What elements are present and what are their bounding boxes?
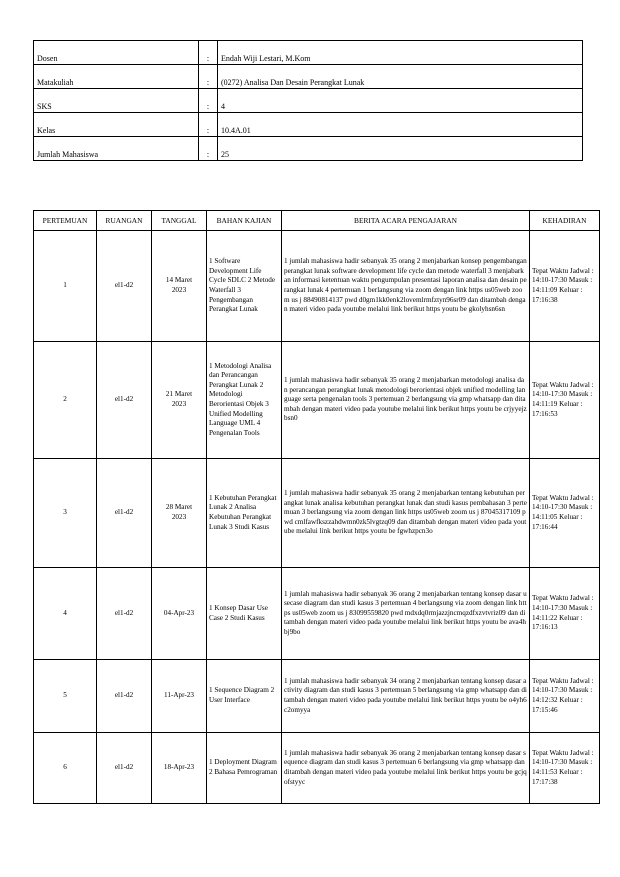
cell-ruangan: el1-d2 [97, 733, 152, 804]
cell-berita-acara: 1 jumlah mahasiswa hadir sebanyak 34 orang 2 menjabarkan tentang konsep dasar activity diagram dan studi kasus 3 pertemuan 5 berlangsung via gmp whatsapp dan ditambah dengan materi video pada youtube melalui link berikut https youtu be o4yh6c2omyya [282, 660, 530, 733]
info-value: Endah Wiji Lestari, M.Kom [218, 41, 583, 65]
cell-pertemuan: 6 [34, 733, 97, 804]
info-row-sks [34, 89, 583, 113]
header-tanggal: TANGGAL [152, 211, 207, 231]
header-kehadiran: KEHADIRAN [530, 211, 600, 231]
info-label: Matakuliah [34, 65, 199, 89]
cell-berita-acara: 1 jumlah mahasiswa hadir sebanyak 35 orang 2 menjabarkan tentang kebutuhan perangkat lunak analisa kebutuhan perangkat lunak dan studi kasus pembahasan 3 pertemuan 3 berlangsung via zoom dengan link https us05web zoom us j 87045317109 pwd cmlfawfkszzahdwmn0zk5lvgtzq09 dan ditambah dengan materi video pada youtube melalui link berikut https youtu be fgwhzpcn3o [282, 459, 530, 568]
cell-berita-acara: 1 jumlah mahasiswa hadir sebanyak 36 orang 2 menjabarkan tentang konsep dasar sequence diagram dan studi kasus 3 pertemuan 6 berlangsung via gmp whatsapp dan ditambah dengan materi video pada youtube melalui link berikut https youtu be gcjqofstyyc [282, 733, 530, 804]
cell-ruangan: el1-d2 [97, 342, 152, 459]
table-header-row [34, 211, 600, 231]
header-pertemuan: PERTEMUAN [34, 211, 97, 231]
header-berita-acara: BERITA ACARA PENGAJARAN [282, 211, 530, 231]
info-label: SKS [34, 89, 199, 113]
info-separator: : [199, 41, 218, 65]
cell-pertemuan: 1 [34, 231, 97, 342]
info-label: Dosen [34, 41, 199, 65]
info-label: Kelas [34, 113, 199, 137]
info-separator: : [199, 113, 218, 137]
cell-kehadiran: Tepat Waktu Jadwal : 14:10-17:30 Masuk : 14:11:09 Keluar : 17:16:38 [530, 231, 600, 342]
cell-pertemuan: 4 [34, 568, 97, 660]
cell-bahan-kajian: 1 Metodologi Analisa dan Perancangan Perangkat Lunak 2 Metodologi Berorientasi Objek 3 Unified Modelling Language UML 4 Pengenalan Tools [207, 342, 282, 459]
cell-ruangan: el1-d2 [97, 568, 152, 660]
cell-kehadiran: Tepat Waktu Jadwal : 14:10-17:30 Masuk : 14:11:19 Keluar : 17:16:53 [530, 342, 600, 459]
cell-pertemuan: 3 [34, 459, 97, 568]
cell-tanggal: 11-Apr-23 [152, 660, 207, 733]
cell-berita-acara: 1 jumlah mahasiswa hadir sebanyak 35 orang 2 menjabarkan konsep pengembangan perangkat lunak software development life cycle dan metode waterfall 3 menjabarkan informasi ketentuan waktu pengumpulan presentasi laporan analisa dan desain perangkat lunak 4 pertemuan 1 berlangsung via zoom dengan link https us05web zoom us j 88490814137 pwd d0gm1kk0enk2lovemlrmfztyn96sr09 dan ditambah dengan materi video pada youtube melalui link berikut https youtu be gkolyhsn6sn [282, 231, 530, 342]
cell-pertemuan: 5 [34, 660, 97, 733]
info-row-dosen [34, 41, 583, 65]
info-separator: : [199, 137, 218, 161]
info-value: (0272) Analisa Dan Desain Perangkat Lunak [218, 65, 583, 89]
cell-berita-acara: 1 jumlah mahasiswa hadir sebanyak 35 orang 2 menjabarkan metodologi analisa dan perancangan perangkat lunak metodologi berorientasi objek unified modelling language serta pengenalan tools 3 pertemuan 2 berlangsung via gmp whatsapp dan ditambah dengan materi video pada youtube melalui link berikut https youtu be crjyyejzbsn0 [282, 342, 530, 459]
table-row [34, 568, 600, 660]
cell-bahan-kajian: 1 Konsep Dasar Use Case 2 Studi Kasus [207, 568, 282, 660]
cell-bahan-kajian: 1 Software Development Life Cycle SDLC 2 Metode Waterfall 3 Pengembangan Perangkat Lunak [207, 231, 282, 342]
table-row [34, 660, 600, 733]
cell-bahan-kajian: 1 Deployment Diagram 2 Bahasa Pemrograman [207, 733, 282, 804]
header-bahan-kajian: BAHAN KAJIAN [207, 211, 282, 231]
cell-ruangan: el1-d2 [97, 660, 152, 733]
table-row [34, 231, 600, 342]
info-separator: : [199, 65, 218, 89]
cell-tanggal: 21 Maret 2023 [152, 342, 207, 459]
table-row [34, 733, 600, 804]
cell-tanggal: 14 Maret 2023 [152, 231, 207, 342]
info-value: 10.4A.01 [218, 113, 583, 137]
info-row-kelas [34, 113, 583, 137]
info-value: 25 [218, 137, 583, 161]
cell-berita-acara: 1 jumlah mahasiswa hadir sebanyak 36 orang 2 menjabarkan tentang konsep dasar usecase diagram dan studi kasus 3 pertemuan 4 berlangsung via zoom dengan link https us05web zoom us j 83099559820 pwd mdxdq0rmjazzjncmqzdfxzvtvriz09 dan ditambah dengan materi video pada youtube melalui link berikut https youtu be ava4hbj9bo [282, 568, 530, 660]
attendance-table [33, 210, 600, 804]
cell-ruangan: el1-d2 [97, 459, 152, 568]
table-row [34, 459, 600, 568]
header-ruangan: RUANGAN [97, 211, 152, 231]
cell-tanggal: 04-Apr-23 [152, 568, 207, 660]
cell-bahan-kajian: 1 Sequence Diagram 2 User Interface [207, 660, 282, 733]
cell-bahan-kajian: 1 Kebutuhan Perangkat Lunak 2 Analisa Kebutuhan Perangkat Lunak 3 Studi Kasus [207, 459, 282, 568]
cell-pertemuan: 2 [34, 342, 97, 459]
info-separator: : [199, 89, 218, 113]
cell-tanggal: 18-Apr-23 [152, 733, 207, 804]
cell-kehadiran: Tepat Waktu Jadwal : 14:10-17:30 Masuk : 14:11:05 Keluar : 17:16:44 [530, 459, 600, 568]
info-label: Jumlah Mahasiswa [34, 137, 199, 161]
table-row [34, 342, 600, 459]
cell-kehadiran: Tepat Waktu Jadwal : 14:10-17:30 Masuk : 14:11:22 Keluar : 17:16:13 [530, 568, 600, 660]
cell-tanggal: 28 Maret 2023 [152, 459, 207, 568]
info-row-jumlah-mahasiswa [34, 137, 583, 161]
cell-ruangan: el1-d2 [97, 231, 152, 342]
cell-kehadiran: Tepat Waktu Jadwal : 14:10-17:30 Masuk : 14:12:32 Keluar : 17:15:46 [530, 660, 600, 733]
course-info-table [33, 40, 583, 161]
info-value: 4 [218, 89, 583, 113]
info-row-matakuliah [34, 65, 583, 89]
cell-kehadiran: Tepat Waktu Jadwal : 14:10-17:30 Masuk : 14:11:53 Keluar : 17:17:38 [530, 733, 600, 804]
